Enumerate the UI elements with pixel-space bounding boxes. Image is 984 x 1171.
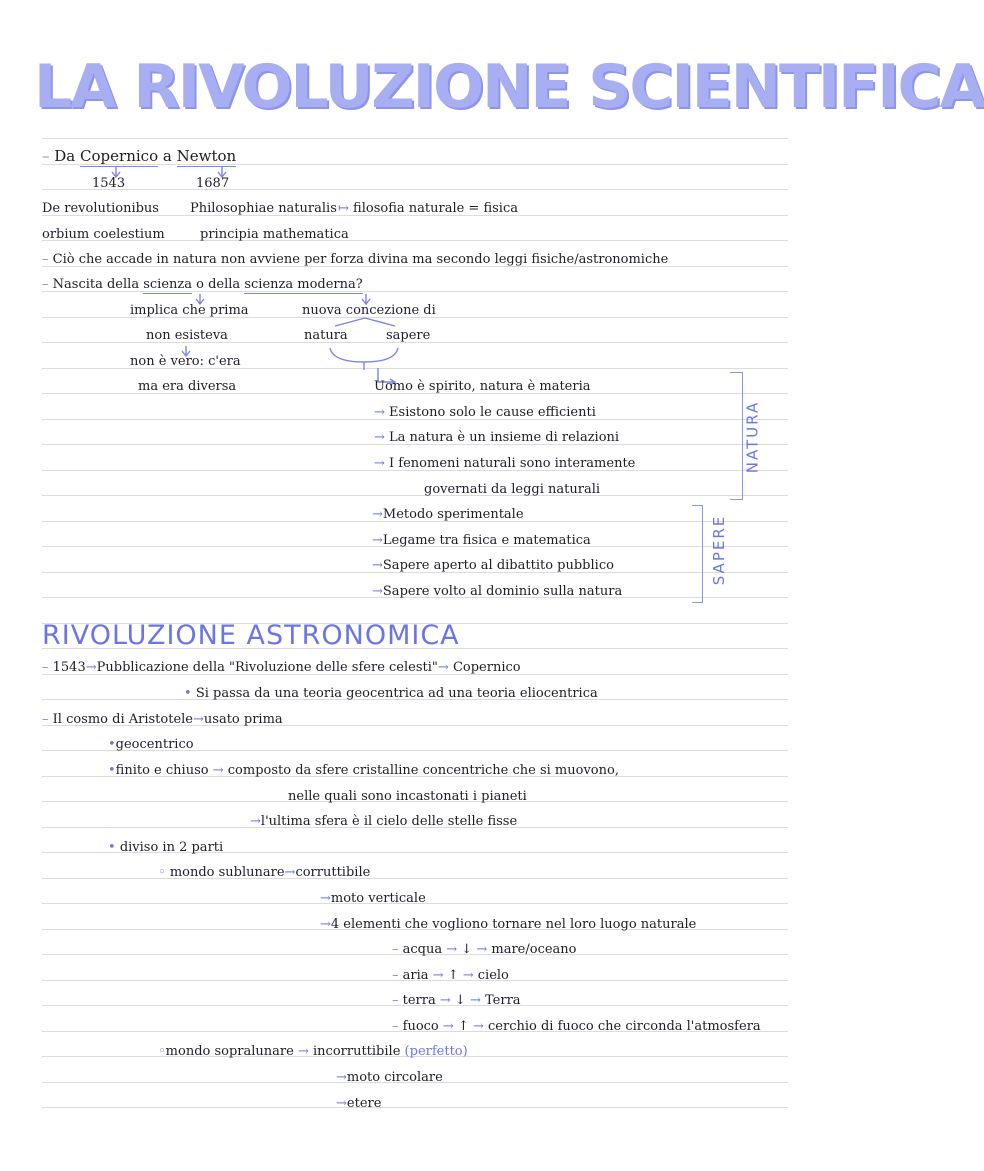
bullet-finito: •finito e chiuso → composto da sfere cristalline concentriche che si muovono,: [108, 763, 619, 778]
s2-line-3: – Il cosmo di Aristotele→usato prima: [42, 712, 283, 727]
sopralunare-moto: →moto circolare: [336, 1070, 443, 1085]
s2-line-2: • Si passa da una teoria geocentrica ad una teoria eliocentrica: [184, 686, 598, 701]
natura-bracket: [730, 372, 743, 500]
natura-item: → I fenomeni naturali sono interamente: [374, 456, 636, 471]
left-note-1: implica che prima: [130, 303, 249, 318]
work1-line1: De revolutionibus: [42, 201, 159, 216]
section-heading: RIVOLUZIONE ASTRONOMICA: [42, 620, 460, 651]
work1-line2: orbium coelestium: [42, 227, 165, 242]
bullet-geocentrico: •geocentrico: [108, 737, 194, 752]
intro-line-1: – Da Copernico a Newton: [42, 147, 237, 165]
sublunare-elementi: →4 elementi che vogliono tornare nel loro luogo naturale: [320, 917, 697, 932]
element-item: – fuoco → ↑ → cerchio di fuoco che circonda l'atmosfera: [392, 1019, 761, 1034]
copernico: Copernico: [80, 147, 159, 165]
sapere-label: SAPERE: [710, 514, 729, 586]
mondo-sublunare: ◦ mondo sublunare→corruttibile: [158, 865, 371, 880]
sopralunare-etere: →etere: [336, 1096, 382, 1111]
work2-result: ↦ filosofia naturale = fisica: [338, 201, 518, 216]
left-note-4: ma era diversa: [138, 379, 237, 394]
sapere-item: →Metodo sperimentale: [372, 507, 524, 522]
bullet-diviso: • diviso in 2 parti: [108, 840, 224, 855]
work2-line2: principia mathematica: [200, 227, 349, 242]
bullet-finito-last: →l'ultima sfera è il cielo delle stelle fisse: [250, 814, 518, 829]
natura-item: → Esistono solo le cause efficienti: [374, 405, 596, 420]
newton: Newton: [176, 147, 237, 165]
natura-item: Uomo è spirito, natura è materia: [374, 379, 591, 394]
element-item: – terra → ↓ → Terra: [392, 993, 521, 1008]
right-note-1: nuova concezione di: [302, 303, 436, 318]
s2-line-1: – 1543→Pubblicazione della "Rivoluzione delle sfere celesti"→ Copernico: [42, 660, 521, 675]
sapere-item: →Legame tra fisica e matematica: [372, 533, 591, 548]
year-newton: 1687: [196, 176, 230, 191]
left-note-3: non è vero: c'era: [130, 354, 241, 369]
sapere-item: →Sapere aperto al dibattito pubblico: [372, 558, 614, 573]
year-copernico: 1543: [92, 176, 126, 191]
sapere-bracket: [692, 505, 703, 603]
mondo-sopralunare: ◦mondo sopralunare → incorruttibile (perfetto): [158, 1044, 468, 1059]
work2-line1: Philosophiae naturalis: [190, 201, 337, 216]
bullet-finito-cont: nelle quali sono incastonati i pianeti: [288, 789, 527, 804]
sapere-item: →Sapere volto al dominio sulla natura: [372, 584, 623, 599]
page-title: LA RIVOLUZIONE SCIENTIFICA: [34, 52, 984, 122]
element-item: – acqua → ↓ → mare/oceano: [392, 942, 577, 957]
intro-line-3: – Nascita della scienza o della scienza moderna?: [42, 277, 363, 292]
sublunare-moto: →moto verticale: [320, 891, 426, 906]
natura-label: NATURA: [743, 400, 762, 474]
left-note-2: non esisteva: [146, 328, 228, 343]
sapere-word: sapere: [386, 328, 431, 343]
natura-word: natura: [304, 328, 348, 343]
natura-item: → La natura è un insieme di relazioni: [374, 430, 620, 445]
arrow-icon: ↦: [338, 201, 349, 216]
natura-item: governati da leggi naturali: [424, 482, 601, 497]
element-item: – aria → ↑ → cielo: [392, 968, 509, 983]
intro-line-2: – Ciò che accade in natura non avviene per forza divina ma secondo leggi fisiche/astronomiche: [42, 252, 669, 267]
